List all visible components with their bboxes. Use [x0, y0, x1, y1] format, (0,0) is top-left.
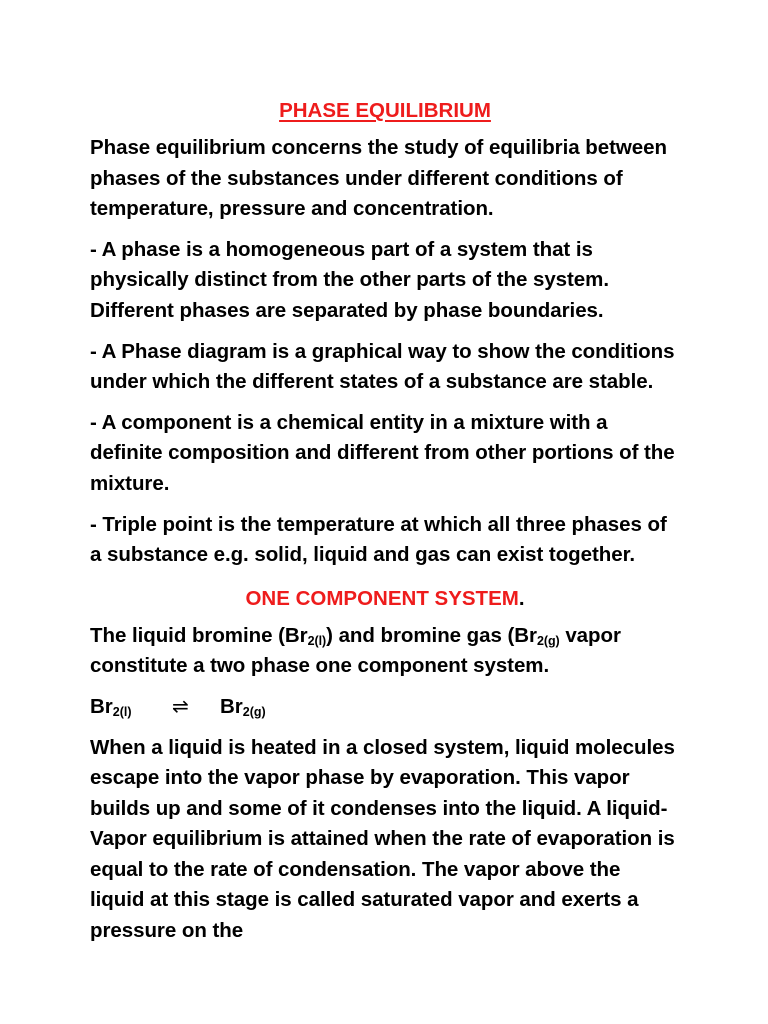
section-heading-text: ONE COMPONENT SYSTEM [245, 586, 519, 610]
bromine-text-3: vapor constitute a two phase one component system. [90, 623, 621, 678]
definition-phase: - A phase is a homogeneous part of a system that is physically distinct from the other parts of the system. Different phases are separated by phase boundaries. [90, 237, 609, 322]
bromine-liquid-subscript: 2(l) [307, 633, 327, 648]
equilibrium-equation [90, 692, 680, 723]
intro-paragraph: Phase equilibrium concerns the study of equilibria between phases of the substances under different conditions of temperature, pressure and concentration. [90, 136, 667, 221]
title-phase-equilibrium [90, 93, 680, 129]
equation-lhs-subscript: 2(l) [112, 704, 132, 719]
bromine-text-1: The liquid bromine (Br [90, 623, 308, 647]
definition-triple-point: - Triple point is the temperature at which all three phases of a substance e.g. solid, liquid and gas can exist together. [90, 512, 667, 567]
section-heading-one-component [90, 581, 680, 617]
equation-rhs-symbol: Br [220, 694, 243, 718]
bromine-paragraph [90, 621, 680, 682]
evaporation-paragraph: When a liquid is heated in a closed system, liquid molecules escape into the vapor phase by evaporation. This vapor builds up and some of it condenses into the liquid. A liquid-Vapor equilibrium is attained when the rate of evaporation is equal to the rate of condensation. The vapor above the liquid at this stage is called saturated vapor and exerts a pressure on the [90, 735, 675, 943]
equilibrium-arrow-icon: ⇌ [172, 695, 189, 718]
equation-rhs-subscript: 2(g) [242, 704, 266, 719]
equation-lhs-symbol: Br [90, 694, 113, 718]
title-text: PHASE EQUILIBRIUM [279, 99, 491, 122]
bromine-text-2: ) and bromine gas (Br [326, 623, 537, 647]
section-heading-period: . [518, 586, 525, 610]
bromine-gas-subscript: 2(g) [536, 633, 560, 648]
definition-component: - A component is a chemical entity in a mixture with a definite composition and different from other portions of the mixture. [90, 410, 675, 495]
definition-phase-diagram: - A Phase diagram is a graphical way to show the conditions under which the different states of a substance are stable. [90, 339, 675, 394]
equation-rhs [220, 692, 266, 723]
equation-lhs [90, 692, 172, 723]
